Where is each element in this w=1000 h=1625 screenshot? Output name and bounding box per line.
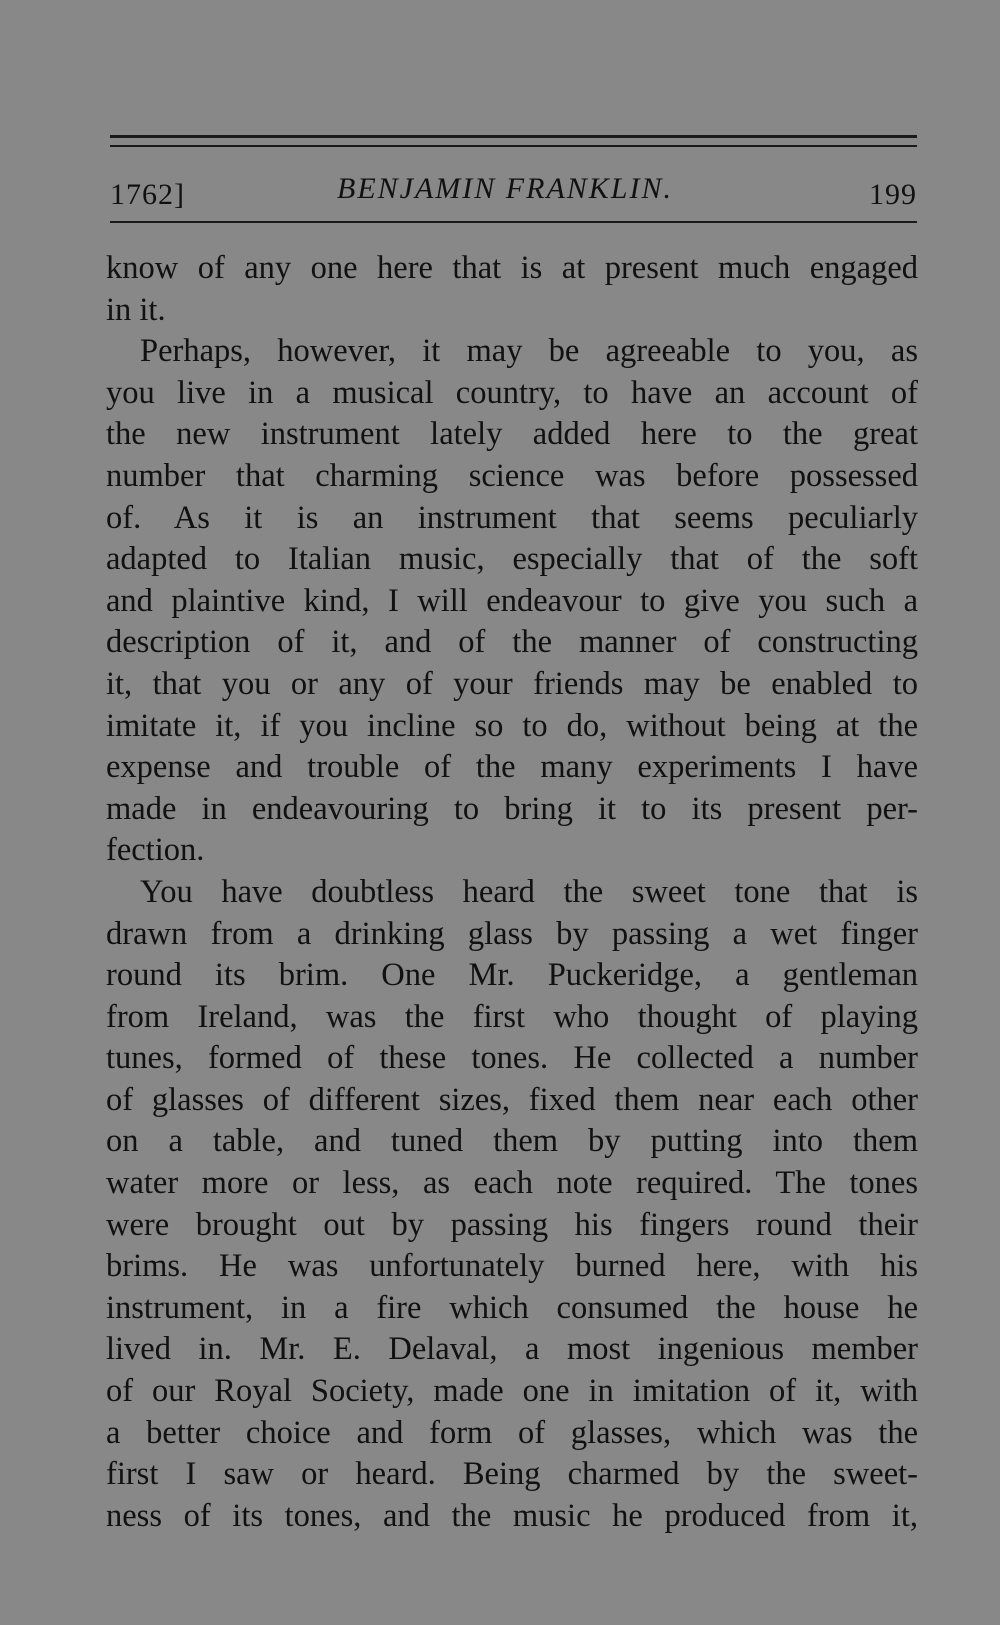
running-head-year: 1762] xyxy=(110,178,185,211)
text-line: number that charming science was before possessed xyxy=(106,457,918,494)
text-line: and plaintive kind, I will endeavour to give you such a xyxy=(106,582,918,619)
text-line: of. As it is an instrument that seems peculiarly xyxy=(106,499,918,536)
header-rule xyxy=(110,221,917,223)
text-line: in it. xyxy=(106,291,166,328)
top-rule xyxy=(110,135,917,138)
text-line: description of it, and of the manner of constructing xyxy=(106,624,918,661)
body-text xyxy=(106,248,918,1537)
text-line: first I saw or heard. Being charmed by the sweet- xyxy=(106,1456,918,1493)
text-line: imitate it, if you incline so to do, without being at the xyxy=(106,707,918,744)
text-line: of our Royal Society, made one in imitation of it, with xyxy=(106,1373,918,1410)
page-number: 199 xyxy=(869,178,917,211)
top-rule-thin xyxy=(110,145,917,147)
text-line: ness of its tones, and the music he produced from it, xyxy=(106,1497,918,1534)
text-line: you live in a musical country, to have an account of xyxy=(106,374,918,411)
text-line: of glasses of different sizes, fixed them near each other xyxy=(106,1081,918,1118)
text-line: were brought out by passing his fingers round their xyxy=(106,1206,918,1243)
text-line: drawn from a drinking glass by passing a wet finger xyxy=(106,915,918,952)
text-line: from Ireland, was the first who thought of playing xyxy=(106,998,918,1035)
text-line: fection. xyxy=(106,832,205,869)
text-line: a better choice and form of glasses, which was the xyxy=(106,1414,918,1451)
running-head xyxy=(110,170,917,210)
text-line: Perhaps, however, it may be agreeable to you, as xyxy=(140,333,918,370)
text-line: brims. He was unfortunately burned here, with his xyxy=(106,1248,918,1285)
text-line: know of any one here that is at present much engaged xyxy=(106,250,918,286)
text-line: made in endeavouring to bring it to its present per- xyxy=(106,790,918,827)
text-line: water more or less, as each note required. The tones xyxy=(106,1165,918,1202)
text-line: it, that you or any of your friends may be enabled to xyxy=(106,665,918,702)
running-head-title: BENJAMIN FRANKLIN. xyxy=(337,172,673,205)
text-line: You have doubtless heard the sweet tone that is xyxy=(140,873,918,910)
text-line: lived in. Mr. E. Delaval, a most ingenious member xyxy=(106,1331,918,1368)
text-line: instrument, in a fire which consumed the house he xyxy=(106,1289,918,1326)
text-line: round its brim. One Mr. Puckeridge, a gentleman xyxy=(106,957,918,994)
text-line: on a table, and tuned them by putting into them xyxy=(106,1123,918,1160)
text-line: the new instrument lately added here to the great xyxy=(106,416,918,453)
text-line: expense and trouble of the many experiments I have xyxy=(106,749,918,786)
text-line: adapted to Italian music, especially that of the soft xyxy=(106,541,918,578)
text-line: tunes, formed of these tones. He collected a number xyxy=(106,1040,918,1077)
